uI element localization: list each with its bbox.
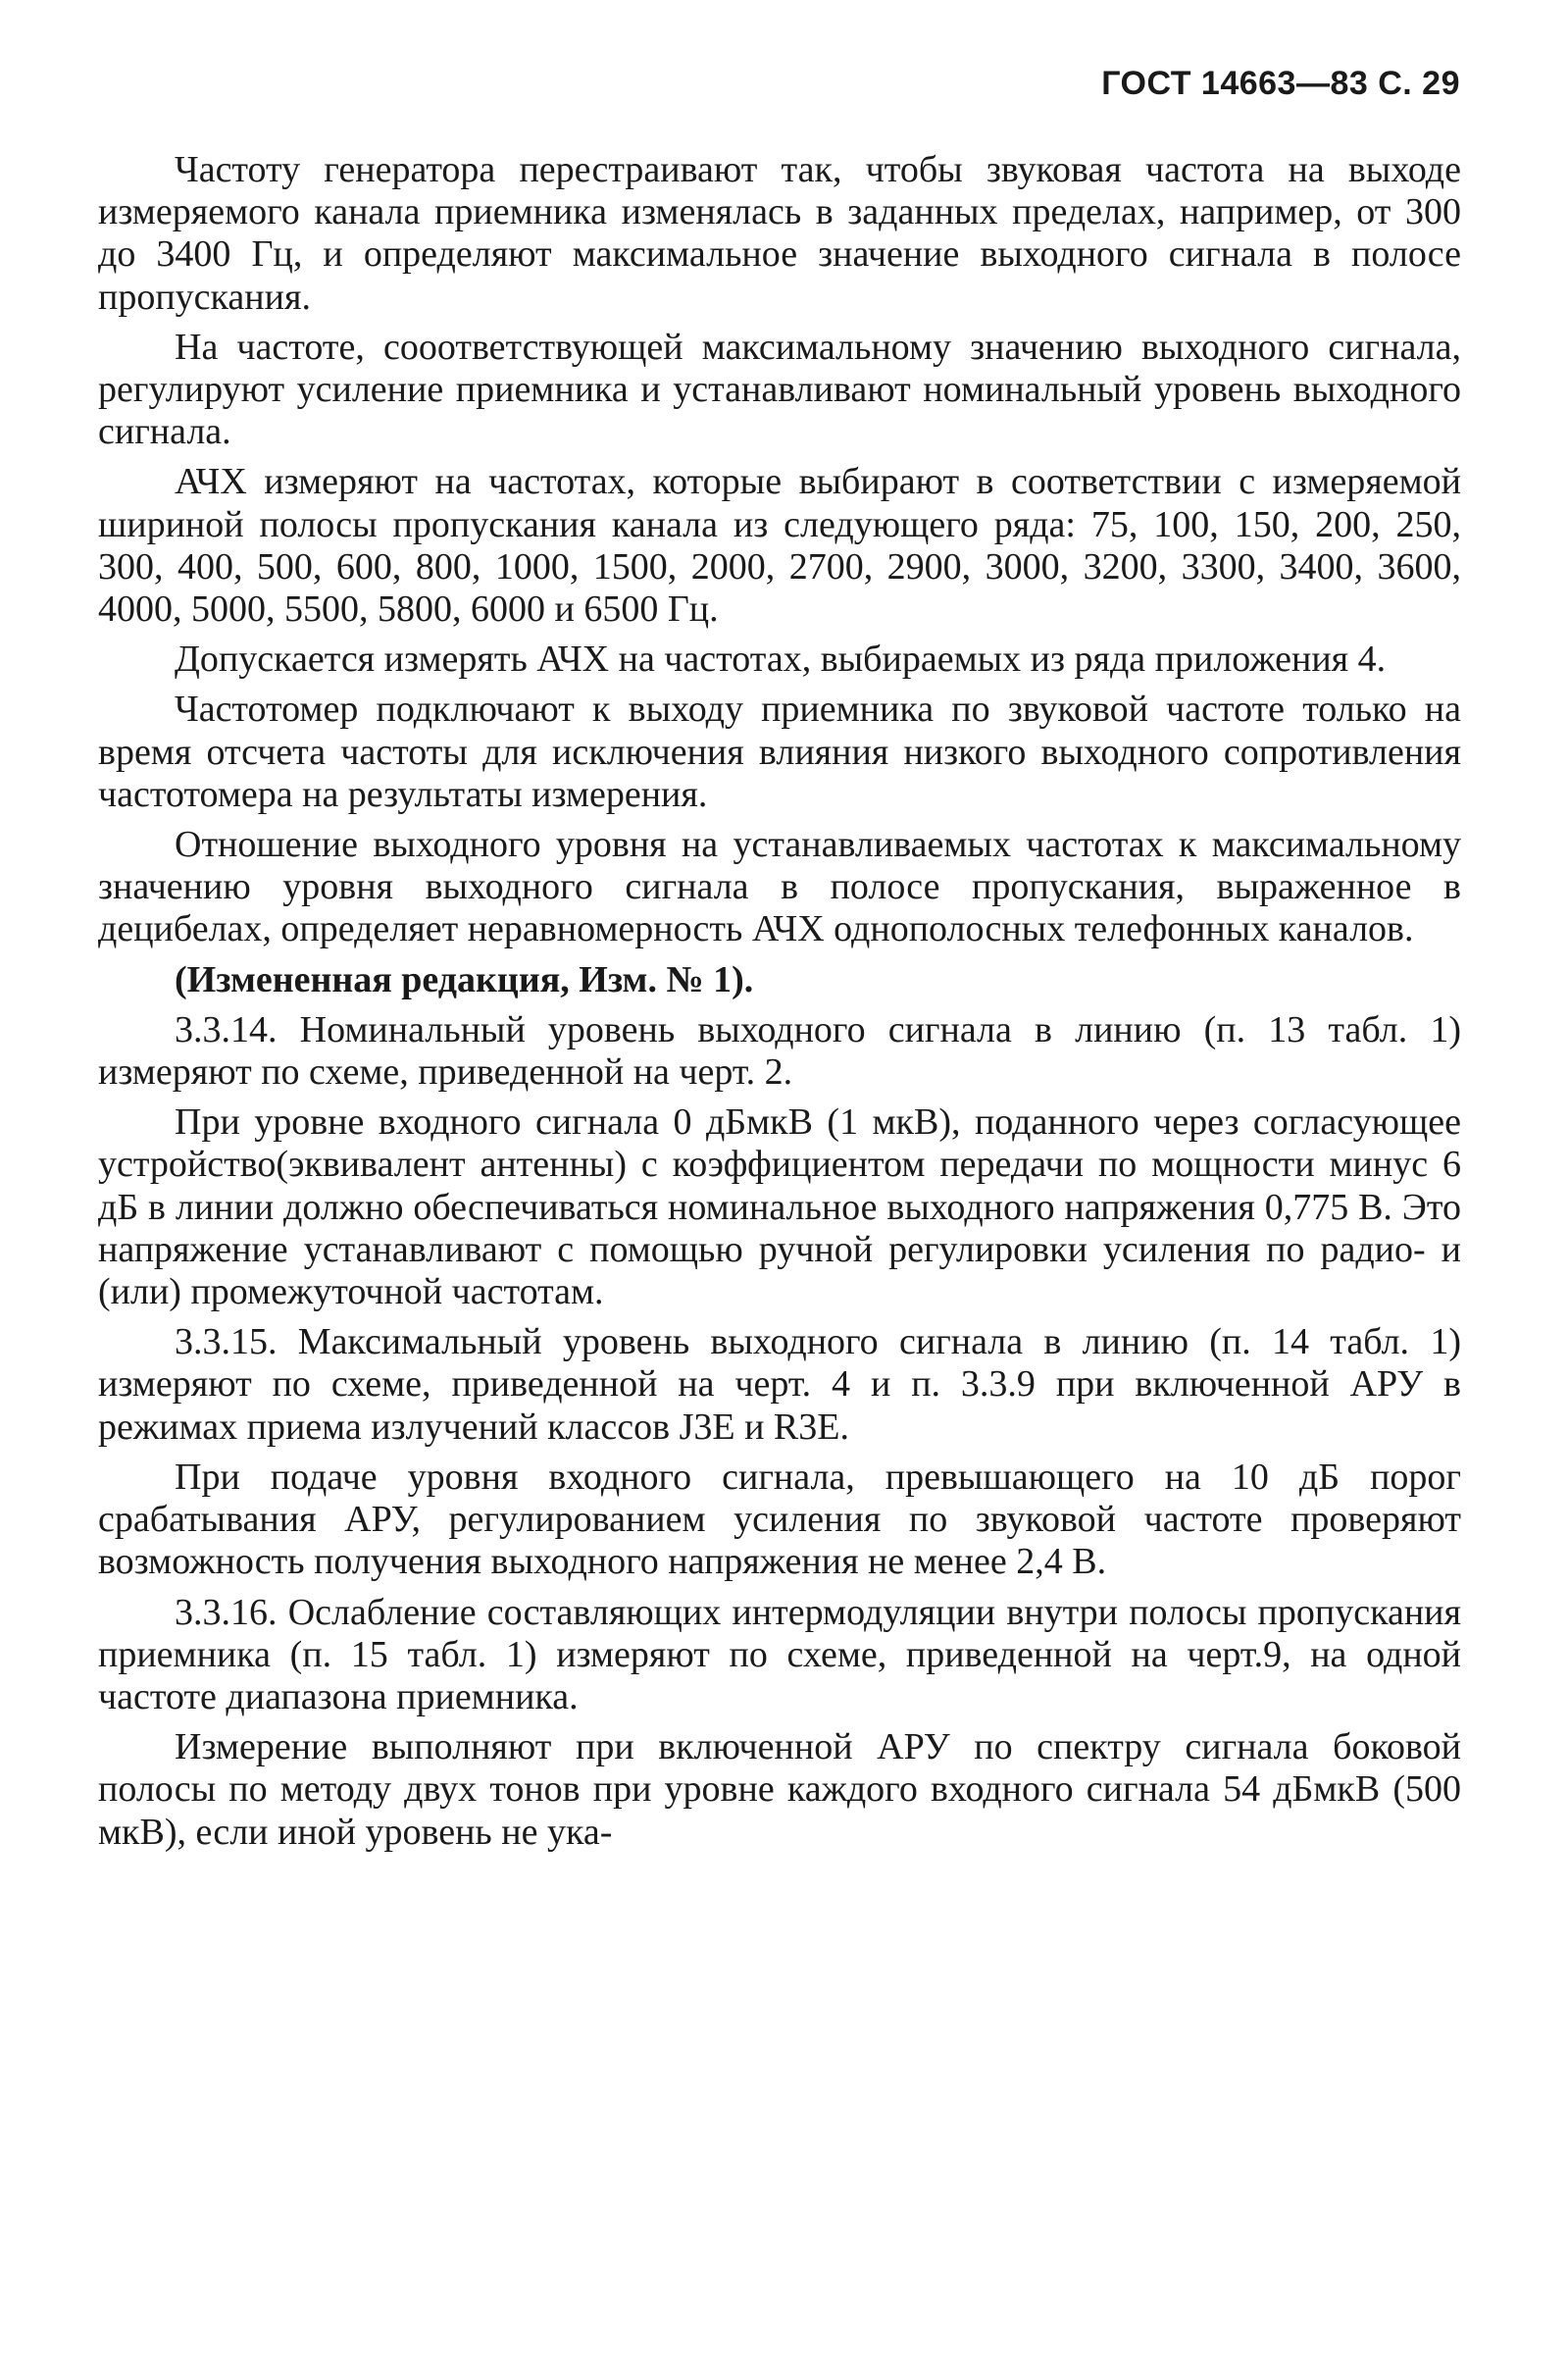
- paragraph-3-3-14: 3.3.14. Номинальный уровень выходного сигнала в линию (п. 13 табл. 1) измеряют по схеме, приведенной на черт. 2.: [98, 1008, 1461, 1094]
- body-text: [98, 149, 1461, 1862]
- page-header: ГОСТ 14663—83 С. 29: [1101, 65, 1460, 102]
- paragraph-frequency-series: АЧХ измеряют на частотах, которые выбирают в соответствии с измеряемой шириной полосы пропускания канала из следующего ряда: 75, 100, 150, 200, 250, 300, 400, 500, 600, 800, 1000, 1500, 2000, 2700, 2900, 3000, 3200, 3300, 3400, 3600, 4000, 5000, 5500, 5800, 6000 и 6500 Гц.: [98, 461, 1461, 631]
- paragraph-nonuniformity: Отношение выходного уровня на устанавливаемых частотах к максимальному значению уровня выходного сигнала в полосе пропускания, выраженное в децибелах, определяет неравномерность АЧХ однополосных телефонных каналов.: [98, 824, 1461, 950]
- paragraph-generator-tuning: Частоту генератора перестраивают так, чтобы звуковая частота на выходе измеряемого канала приемника изменялась в заданных пределах, например, от 300 до 3400 Гц, и определяют максимальное значение выходного сигнала в полосе пропускания.: [98, 149, 1461, 318]
- paragraph-amendment-note: (Измененная редакция, Изм. № 1).: [175, 958, 754, 1000]
- paragraph-3-3-16: 3.3.16. Ослабление составляющих интермодуляции внутри полосы пропускания приемника (п. 15 табл. 1) измеряют по схеме, приведенной на черт.9, на одной частоте диапазона приемника.: [98, 1591, 1461, 1717]
- paragraph-input-level: При уровне входного сигнала 0 дБмкВ (1 мкВ), поданного через согласующее устройство(эквивалент антенны) с коэффициентом передачи по мощности минус 6 дБ в линии должно обеспечиваться номинальное выходного напряжения 0,775 В. Это напряжение устанавливают с помощью ручной регулировки усиления по радио- и (или) промежуточной частотам.: [98, 1101, 1461, 1313]
- paragraph-frequency-meter: Частотомер подключают к выходу приемника по звуковой частоте только на время отсчета частоты для исключения влияния низкого выходного сопротивления частотомера на результаты измерения.: [98, 689, 1461, 815]
- paragraph-appendix-note: Допускается измерять АЧХ на частотах, выбираемых из ряда приложения 4.: [175, 639, 1387, 681]
- paragraph-gain-adjust: На частоте, сооответствующей максимальному значению выходного сигнала, регулируют усиление приемника и устанавливают номинальный уровень выходного сигнала.: [98, 326, 1461, 453]
- paragraph-agc-threshold: При подаче уровня входного сигнала, превышающего на 10 дБ порог срабатывания АРУ, регулированием усиления по звуковой частоте проверяют возможность получения выходного напряжения не менее 2,4 В.: [98, 1456, 1461, 1583]
- paragraph-3-3-15: 3.3.15. Максимальный уровень выходного сигнала в линию (п. 14 табл. 1) измеряют по схеме, приведенной на черт. 4 и п. 3.3.9 при включенной АРУ в режимах приема излучений классов J3E и R3E.: [98, 1321, 1461, 1448]
- paragraph-two-tone-method: Измерение выполняют при включенной АРУ по спектру сигнала боковой полосы по методу двух тонов при уровне каждого входного сигнала 54 дБмкВ (500 мкВ), если иной уровень не ука-: [98, 1726, 1461, 1853]
